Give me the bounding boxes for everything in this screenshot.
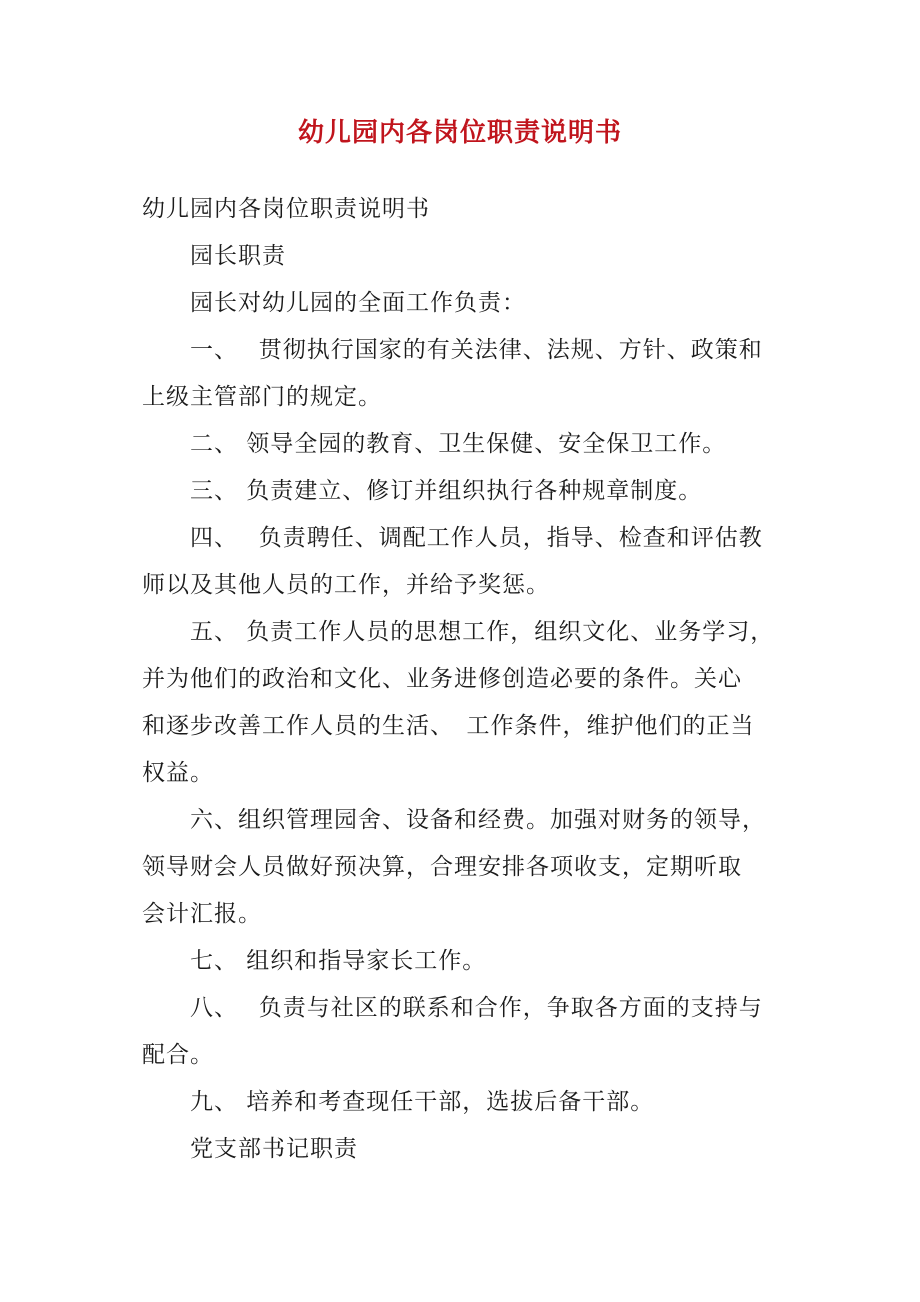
document-title: 幼儿园内各岗位职责说明书 <box>297 118 622 148</box>
paragraph-line: 五、 负责工作人员的思想工作，组织文化、业务学习， <box>190 619 775 645</box>
document-body <box>142 186 782 1173</box>
paragraph-line: 三、 负责建立、修订并组织执行各种规章制度。 <box>190 478 703 504</box>
paragraph-line: 九、 培养和考查现任干部，选拔后备干部。 <box>190 1089 655 1115</box>
paragraph-line: 领导财会人员做好预决算，合理安排各项收支，定期听取 <box>142 854 742 880</box>
paragraph-line: 二、 领导全园的教育、卫生保健、安全保卫工作。 <box>190 431 727 457</box>
paragraph-line: 会计汇报。 <box>142 901 262 927</box>
paragraph-line: 师以及其他人员的工作，并给予奖惩。 <box>142 572 550 598</box>
paragraph-line: 上级主管部门的规定。 <box>142 384 382 410</box>
paragraph-line: 配合。 <box>142 1042 214 1068</box>
paragraph-line: 园长职责 <box>190 243 286 269</box>
paragraph-line: 党支部书记职责 <box>190 1136 358 1162</box>
paragraph-line: 六、组织管理园舍、设备和经费。加强对财务的领导， <box>190 807 766 833</box>
paragraph-line: 权益。 <box>142 760 214 786</box>
paragraph-line: 园长对幼儿园的全面工作负责： <box>190 290 526 316</box>
paragraph-line: 和逐步改善工作人员的生活、 工作条件，维护他们的正当 <box>142 713 755 739</box>
paragraph-line: 七、 组织和指导家长工作。 <box>190 948 487 974</box>
paragraph-line: 一、 贯彻执行国家的有关法律、法规、方针、政策和 <box>190 337 763 363</box>
paragraph-line: 幼儿园内各岗位职责说明书 <box>142 196 430 222</box>
paragraph-line: 并为他们的政治和文化、业务进修创造必要的条件。关心 <box>142 666 742 692</box>
paragraph-line: 八、 负责与社区的联系和合作，争取各方面的支持与 <box>190 995 763 1021</box>
paragraph-line: 四、 负责聘任、调配工作人员，指导、检查和评估教 <box>190 525 763 551</box>
